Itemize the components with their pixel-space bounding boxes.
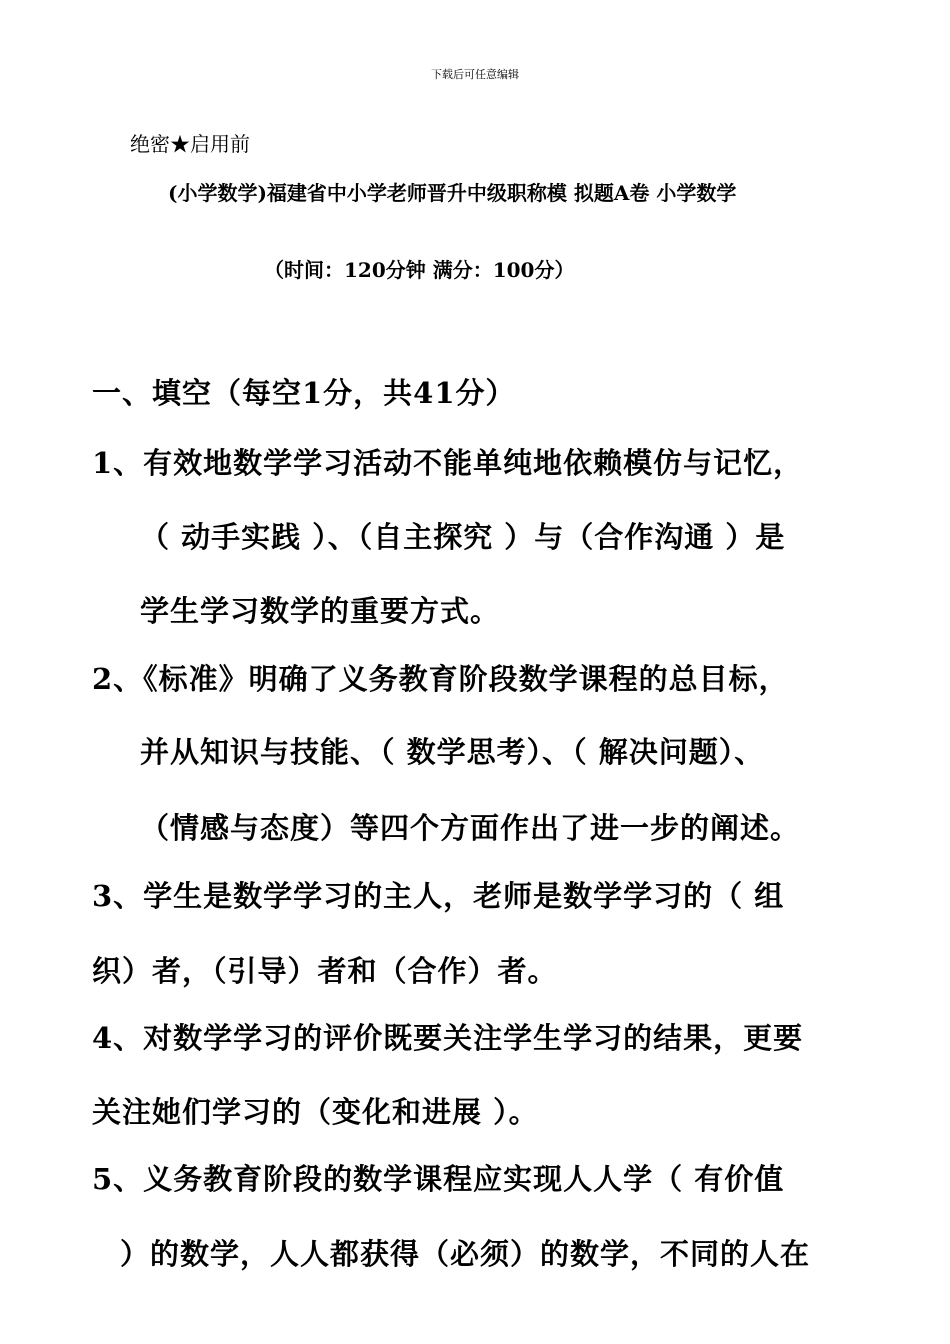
question-4-line-1: 4、对数学学习的评价既要关注学生学习的结果，更要 <box>92 1021 804 1055</box>
question-1-line-3: 学生学习数学的重要方式。 <box>140 594 501 628</box>
question-2-line-3: （情感与态度）等四个方面作出了进一步的阐述。 <box>140 811 801 845</box>
time-info: （时间：120分钟 满分：100分） <box>264 258 575 282</box>
question-4-line-2: 关注她们学习的（变化和进展 ）。 <box>92 1095 539 1129</box>
secret-mark: 绝密★启用前 <box>130 132 250 156</box>
question-2-line-1: 2、《标准》明确了义务教育阶段数学课程的总目标， <box>92 662 789 696</box>
question-3-line-1: 3、学生是数学学习的主人，老师是数学学习的（ 组 <box>92 879 785 913</box>
header-note: 下载后可任意编辑 <box>431 68 519 81</box>
question-5-line-1: 5、义务教育阶段的数学课程应实现人人学（ 有价值 <box>92 1162 785 1196</box>
question-5-line-2: ）的数学，人人都获得（必须）的数学，不同的人在 <box>120 1237 811 1271</box>
question-3-line-2: 织）者，（引导）者和（合作）者。 <box>92 954 558 988</box>
question-2-line-2: 并从知识与技能、（ 数学思考）、（ 解决问题）、 <box>140 735 765 769</box>
section-heading: 一、填空（每空1分，共41分） <box>92 376 516 410</box>
question-1-line-2: （ 动手实践 ）、（自主探究 ）与（合作沟通 ）是 <box>140 520 786 554</box>
question-1-line-1: 1、有效地数学学习活动不能单纯地依赖模仿与记忆， <box>92 446 804 480</box>
exam-title: (小学数学)福建省中小学老师晋升中级职称模 拟题A卷 小学数学 <box>168 181 737 205</box>
